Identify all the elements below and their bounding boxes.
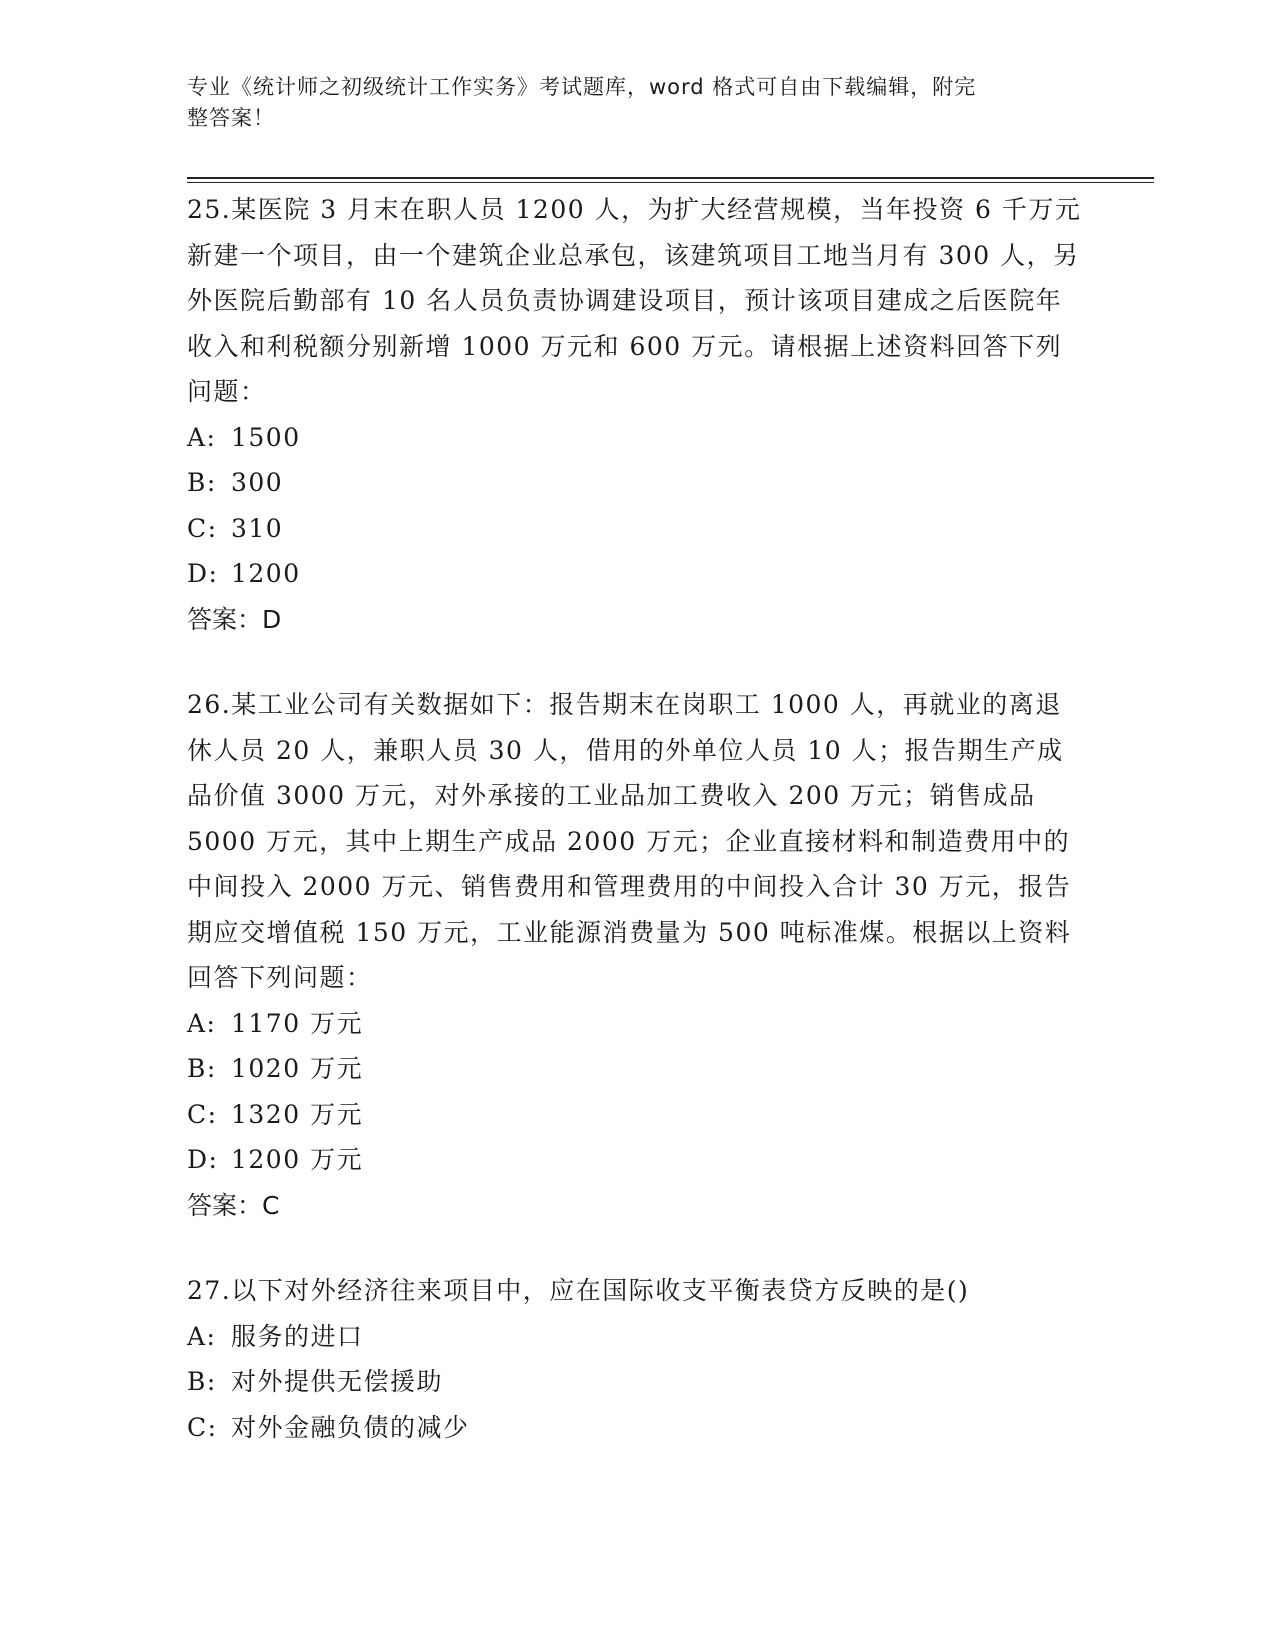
answer-label: 答案：C: [187, 1190, 280, 1220]
question-25: [187, 187, 1087, 642]
option-text: 1320 万元: [231, 1099, 364, 1129]
option-text: 对外提供无偿援助: [231, 1367, 444, 1396]
question-stem: 25.某医院 3 月末在职人员 1200 人，为扩大经营规模，当年投资 6 千万元新建一个项目，由一个建筑企业总承包，该建筑项目工地当月有 300 人，另外医院后勤部有 10 名人员负责协调建设项目，预计该项目建成之后医院年收入和利税额分别新增 1000 万元和 600 万元。请根据上述资料回答下列问题：: [187, 195, 1082, 406]
option-letter: C:: [187, 513, 218, 543]
header-rule-thin: [187, 182, 1154, 183]
option-text: 服务的进口: [231, 1321, 364, 1351]
option-b: [187, 1359, 1087, 1405]
option-d: [187, 551, 1087, 597]
question-stem: 26.某工业公司有关数据如下：报告期末在岗职工 1000 人，再就业的离退休人员 20 人，兼职人员 30 人，借用的外单位人员 10 人；报告期生产成品价值 3000 万元，对外承接的工业品加工费收入 200 万元；销售成品 5000 万元，其中上期生产成品 2000 万元；企业直接材料和制造费用中的中间投入 2000 万元、销售费用和管理费用的中间投入合计 30 万元，报告期应交增值税 150 万元，工业能源消费量为 500 吨标准煤。根据以上资料回答下列问题：: [187, 690, 1072, 992]
option-text: 1170 万元: [231, 1008, 364, 1038]
option-d: [187, 1137, 1087, 1183]
header-line-2: 整答案！: [187, 106, 275, 130]
option-letter: C:: [187, 1099, 218, 1129]
question-list: [187, 187, 1087, 1490]
question-27: [187, 1268, 1087, 1450]
option-a: [187, 1314, 1087, 1360]
option-letter: B:: [187, 1367, 217, 1396]
option-letter: A:: [187, 422, 217, 452]
option-letter: A:: [187, 1321, 217, 1351]
option-text: 310: [231, 513, 284, 543]
option-letter: B:: [187, 1054, 217, 1083]
option-letter: C:: [187, 1412, 218, 1442]
option-c: [187, 506, 1087, 552]
option-text: 1020 万元: [231, 1054, 364, 1083]
option-c: [187, 1092, 1087, 1138]
option-text: 300: [231, 468, 284, 497]
document-header: [187, 72, 1087, 134]
option-a: [187, 1001, 1087, 1047]
option-b: [187, 1046, 1087, 1092]
header-line-1: 专业《统计师之初级统计工作实务》考试题库，word 格式可自由下载编辑，附完: [187, 75, 977, 99]
option-letter: B:: [187, 468, 217, 497]
option-text: 1500: [231, 422, 301, 452]
option-c: [187, 1405, 1087, 1451]
option-text: 1200: [231, 559, 301, 588]
option-b: [187, 460, 1087, 506]
option-a: [187, 415, 1087, 461]
option-letter: A:: [187, 1008, 217, 1038]
question-26: [187, 682, 1087, 1228]
option-letter: D:: [187, 1145, 219, 1174]
option-text: 对外金融负债的减少: [231, 1412, 470, 1442]
header-rule-thick: [187, 177, 1154, 179]
answer-label: 答案：D: [187, 604, 282, 634]
option-text: 1200 万元: [231, 1145, 364, 1174]
option-letter: D:: [187, 559, 219, 588]
question-stem: 27.以下对外经济往来项目中，应在国际收支平衡表贷方反映的是(): [187, 1276, 970, 1305]
